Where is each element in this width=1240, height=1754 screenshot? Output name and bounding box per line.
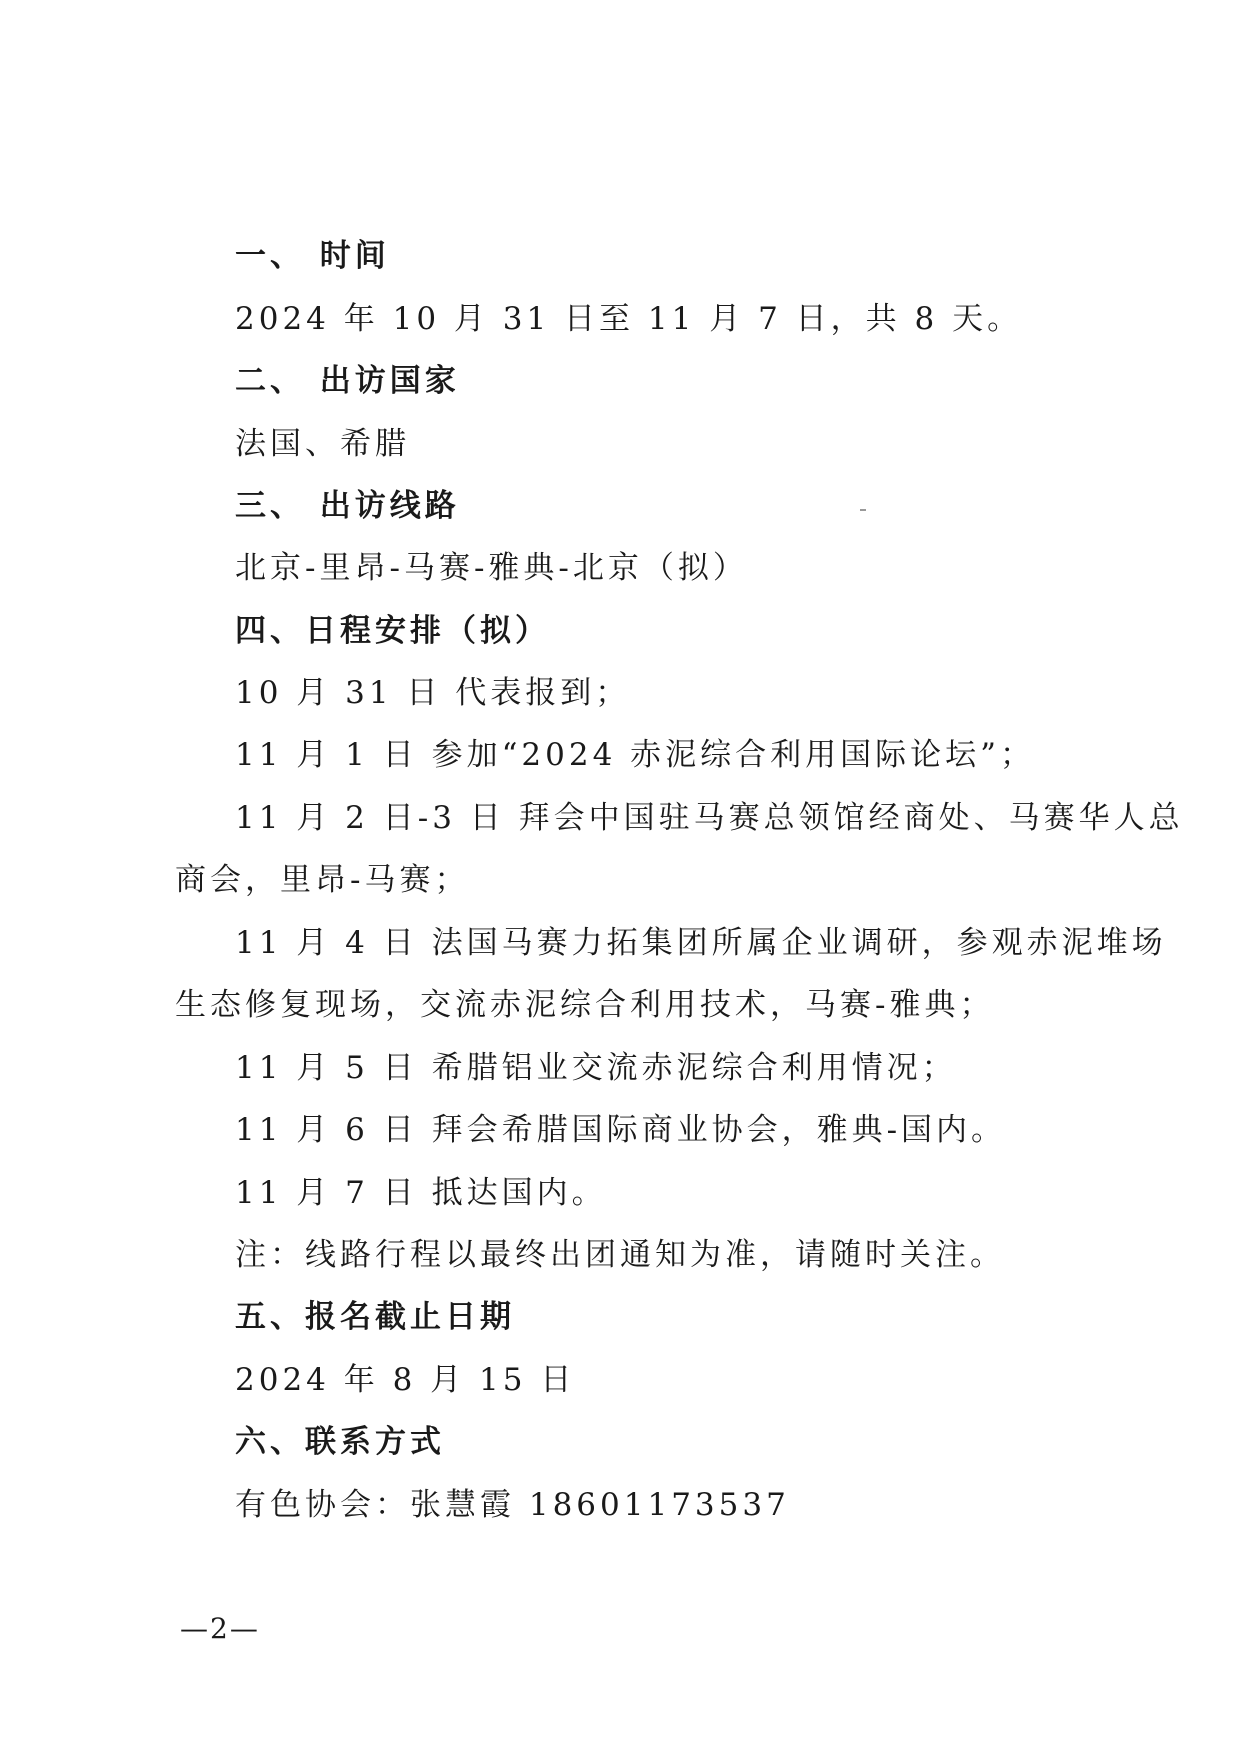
- schedule-item: 11 月 7 日 抵达国内。: [235, 1175, 607, 1211]
- schedule-item: 11 月 1 日 参加“2024 赤泥综合利用国际论坛”；: [235, 737, 1036, 773]
- section-heading-schedule: 四、日程安排（拟）: [235, 613, 550, 649]
- itinerary-note: 注：线路行程以最终出团通知为准，请随时关注。: [235, 1237, 1005, 1273]
- deadline-text: 2024 年 8 月 15 日: [235, 1362, 576, 1398]
- section-heading-route: 三、 出访线路: [235, 488, 460, 524]
- scan-speck: [860, 509, 866, 511]
- section-heading-contact: 六、联系方式: [235, 1424, 445, 1460]
- page-number: —2—: [180, 1612, 260, 1645]
- contact-text: 有色协会：张慧霞 18601173537: [235, 1487, 790, 1523]
- schedule-item: 11 月 2 日-3 日 拜会中国驻马赛总领馆经商处、马赛华人总: [235, 800, 1184, 836]
- time-text: 2024 年 10 月 31 日至 11 月 7 日，共 8 天。: [235, 301, 1023, 337]
- schedule-item: 11 月 4 日 法国马赛力拓集团所属企业调研，参观赤泥堆场: [235, 925, 1167, 961]
- schedule-item: 11 月 5 日 希腊铝业交流赤泥综合利用情况；: [235, 1050, 957, 1086]
- schedule-item-continuation: 商会，里昂-马赛；: [175, 862, 470, 898]
- schedule-item: 11 月 6 日 拜会希腊国际商业协会，雅典-国内。: [235, 1112, 1007, 1148]
- route-text: 北京-里昂-马赛-雅典-北京（拟）: [235, 550, 748, 586]
- section-heading-time: 一、 时间: [235, 238, 390, 274]
- section-heading-deadline: 五、报名截止日期: [235, 1299, 515, 1335]
- countries-text: 法国、希腊: [235, 426, 410, 462]
- section-heading-countries: 二、 出访国家: [235, 363, 460, 399]
- schedule-item: 10 月 31 日 代表报到；: [235, 675, 631, 711]
- schedule-item-continuation: 生态修复现场，交流赤泥综合利用技术，马赛-雅典；: [175, 987, 995, 1023]
